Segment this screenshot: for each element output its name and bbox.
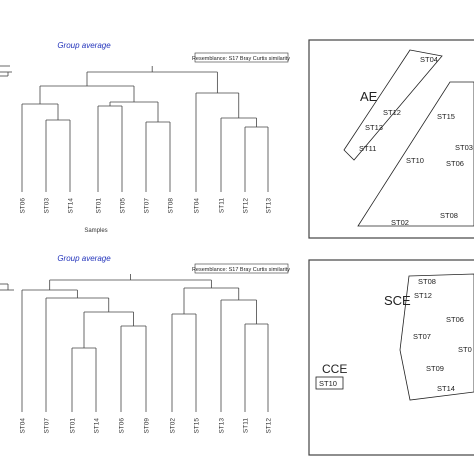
- dendrogram-leaf-label: ST07: [43, 418, 51, 434]
- dendrogram-leaf-label: ST14: [67, 198, 75, 214]
- dendrogram-leaf-label: ST09: [143, 418, 151, 434]
- mds-top-point-label: ST04: [420, 55, 438, 64]
- dendrogram-top-xlabel: Samples: [84, 228, 108, 234]
- dendrogram-leaf-label: ST03: [43, 198, 51, 214]
- dendrogram-leaf-label: ST06: [118, 418, 126, 434]
- mds-top-point-label: ST12: [383, 108, 401, 117]
- mds-bottom-point-label: ST14: [437, 384, 455, 393]
- dendrogram-leaf-label: ST13: [265, 198, 273, 214]
- mds-top-group-label-ae: AE: [360, 89, 378, 104]
- mds-top-point-label: ST03: [455, 143, 473, 152]
- dendrogram-leaf-label: ST12: [265, 418, 273, 434]
- dendrogram-leaf-label: ST06: [19, 198, 27, 214]
- dendrogram-leaf-label: ST11: [218, 198, 226, 214]
- dendrogram-leaf-label: ST04: [193, 198, 201, 214]
- dendrogram-leaf-label: ST07: [143, 198, 151, 214]
- mds-bottom-point-label: ST0: [458, 345, 472, 354]
- mds-top-point-label: ST02: [391, 218, 409, 227]
- dendrogram-leaf-label: ST12: [242, 198, 250, 214]
- mds-top-point-label: ST10: [406, 156, 424, 165]
- mds-top-point-label: ST08: [440, 211, 458, 220]
- dendrogram-leaf-label: ST04: [19, 418, 27, 434]
- mds-bottom-point-label: ST09: [426, 364, 444, 373]
- dendrogram-leaf-label: ST01: [95, 198, 103, 214]
- mds-bottom-group-label-cce: CCE: [322, 362, 348, 376]
- dendrogram-top-title: Group average: [57, 41, 111, 50]
- mds-bottom-point-label: ST07: [413, 332, 431, 341]
- dendrogram-leaf-label: ST13: [218, 418, 226, 434]
- mds-top-point-label: ST11: [359, 144, 377, 153]
- dendrogram-bottom-title: Group average: [57, 254, 111, 263]
- dendrogram-bottom-annotation: Resemblance: S17 Bray Curtis similarity: [191, 267, 291, 273]
- dendrogram-leaf-label: ST14: [93, 418, 101, 434]
- dendrogram-leaf-label: ST15: [193, 418, 201, 434]
- mds-top-point-label: ST06: [446, 159, 464, 168]
- dendrogram-top-annotation: Resemblance: S17 Bray Curtis similarity: [191, 56, 291, 62]
- dendrogram-leaf-label: ST08: [167, 198, 175, 214]
- mds-top-point-label: ST15: [437, 112, 455, 121]
- mds-bottom-group-label-sce: SCE: [384, 293, 411, 308]
- mds-bottom-point-label: ST10: [319, 379, 337, 388]
- dendrogram-leaf-label: ST05: [119, 198, 127, 214]
- dendrogram-leaf-label: ST01: [69, 418, 77, 434]
- dendrogram-leaf-label: ST11: [242, 418, 250, 434]
- mds-bottom-point-label: ST08: [418, 277, 436, 286]
- dendrogram-leaf-label: ST02: [169, 418, 177, 434]
- mds-top-point-label: ST13: [365, 123, 383, 132]
- mds-bottom-point-label: ST12: [414, 291, 432, 300]
- mds-bottom-point-label: ST06: [446, 315, 464, 324]
